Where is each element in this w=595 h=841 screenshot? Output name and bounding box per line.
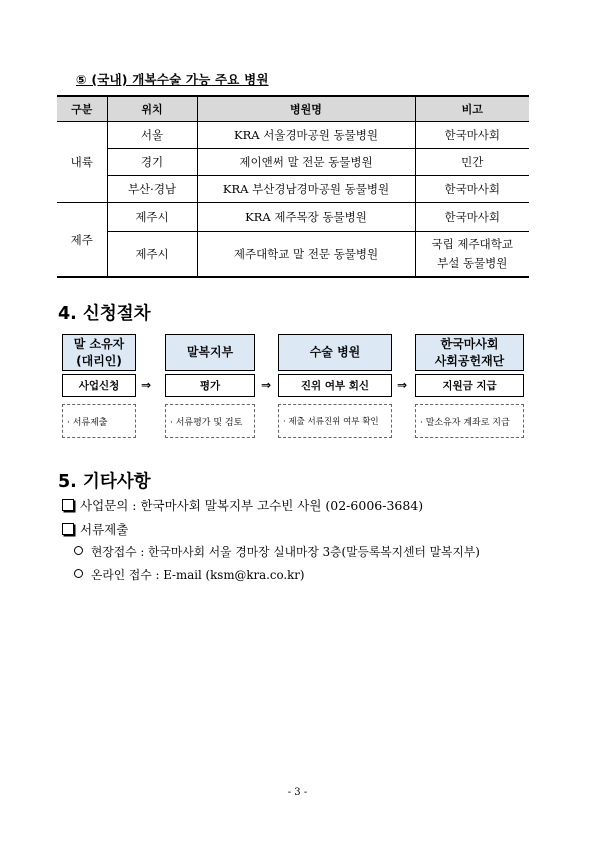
misc-sub-onsite (74, 543, 480, 560)
process-step-apply: 사업신청 (62, 374, 136, 397)
group-name: 제주 (57, 203, 107, 278)
misc-heading: 5. 기타사항 (58, 472, 151, 492)
process-arrow: ⇒ (141, 378, 152, 392)
process-header-line: 말복지부 (186, 345, 234, 359)
circle-bullet-icon (74, 569, 83, 578)
cell-location: 부산·경남 (107, 176, 197, 203)
misc-item-text: 사업문의 : 한국마사회 말복지부 고수빈 사원 (02-6006-3684) (80, 498, 424, 513)
cell-note (415, 232, 529, 278)
cell-location: 제주시 (107, 232, 197, 278)
misc-sub-text: 온라인 접수 : E-mail (ksm@kra.co.kr) (91, 568, 305, 582)
cell-note-line: 부설 동물병원 (437, 256, 508, 270)
table-row (57, 232, 529, 278)
process-header-hospital (278, 334, 392, 371)
process-step-payment: 지원금 지급 (415, 374, 524, 397)
header-hospital: 병원명 (197, 96, 415, 122)
misc-item-documents (62, 520, 128, 538)
group-name: 내륙 (57, 122, 107, 203)
misc-item-inquiry (62, 496, 423, 514)
table-row (57, 176, 529, 203)
section-title: ⑤ (국내) 개복수술 가능 주요 병원 (76, 72, 269, 87)
cell-note: 한국마사회 (415, 203, 529, 232)
misc-item-text: 서류제출 (80, 522, 129, 537)
header-location: 위치 (107, 96, 197, 122)
process-header-line: 말 소유자 (73, 336, 125, 351)
process-desc: · 제출 서류진위 여부 확인 (278, 404, 392, 438)
cell-hospital: 제이앤써 말 전문 동물병원 (197, 149, 415, 176)
cell-location: 경기 (107, 149, 197, 176)
cell-hospital: KRA 서울경마공원 동물병원 (197, 122, 415, 149)
misc-sub-text: 현장접수 : 한국마사회 서울 경마장 실내마장 3층(말등록복지센터 말복지부) (91, 545, 480, 559)
page-number: - 3 - (287, 787, 308, 798)
table-row (57, 149, 529, 176)
process-header-line: (대리인) (76, 353, 122, 368)
checkbox-icon (62, 523, 74, 535)
process-header-line: 한국마사회 (440, 336, 499, 351)
process-step-evaluation: 평가 (165, 374, 255, 397)
header-note: 비고 (415, 96, 529, 122)
cell-note: 민간 (415, 149, 529, 176)
cell-hospital: KRA 제주목장 동물병원 (197, 203, 415, 232)
cell-location: 제주시 (107, 203, 197, 232)
cell-hospital: KRA 부산경남경마공원 동물병원 (197, 176, 415, 203)
hospital-table (57, 95, 529, 278)
process-header-line: 수술 병원 (309, 345, 361, 359)
process-desc: · 서류평가 및 검토 (165, 404, 255, 438)
cell-hospital: 제주대학교 말 전문 동물병원 (197, 232, 415, 278)
table-header-row (57, 96, 529, 122)
process-step-verify: 진위 여부 회신 (278, 374, 392, 397)
cell-note-line: 국립 제주대학교 (431, 237, 513, 251)
process-arrow: ⇒ (261, 378, 272, 392)
table-row (57, 203, 529, 232)
process-header-owner (62, 334, 136, 371)
header-category: 구분 (57, 96, 107, 122)
cell-location: 서울 (107, 122, 197, 149)
process-header-foundation (415, 334, 524, 371)
process-desc: · 서류제출 (62, 404, 136, 438)
process-arrow: ⇒ (397, 378, 408, 392)
procedure-heading: 4. 신청절차 (58, 304, 151, 324)
cell-note: 한국마사회 (415, 122, 529, 149)
table-row (57, 122, 529, 149)
process-header-line: 사회공헌재단 (434, 353, 505, 368)
misc-sub-online (74, 566, 305, 583)
process-header-welfare (165, 334, 255, 371)
process-desc: · 말소유자 계좌로 지급 (415, 404, 524, 438)
circle-bullet-icon (74, 546, 83, 555)
checkbox-icon (62, 499, 74, 511)
cell-note: 한국마사회 (415, 176, 529, 203)
